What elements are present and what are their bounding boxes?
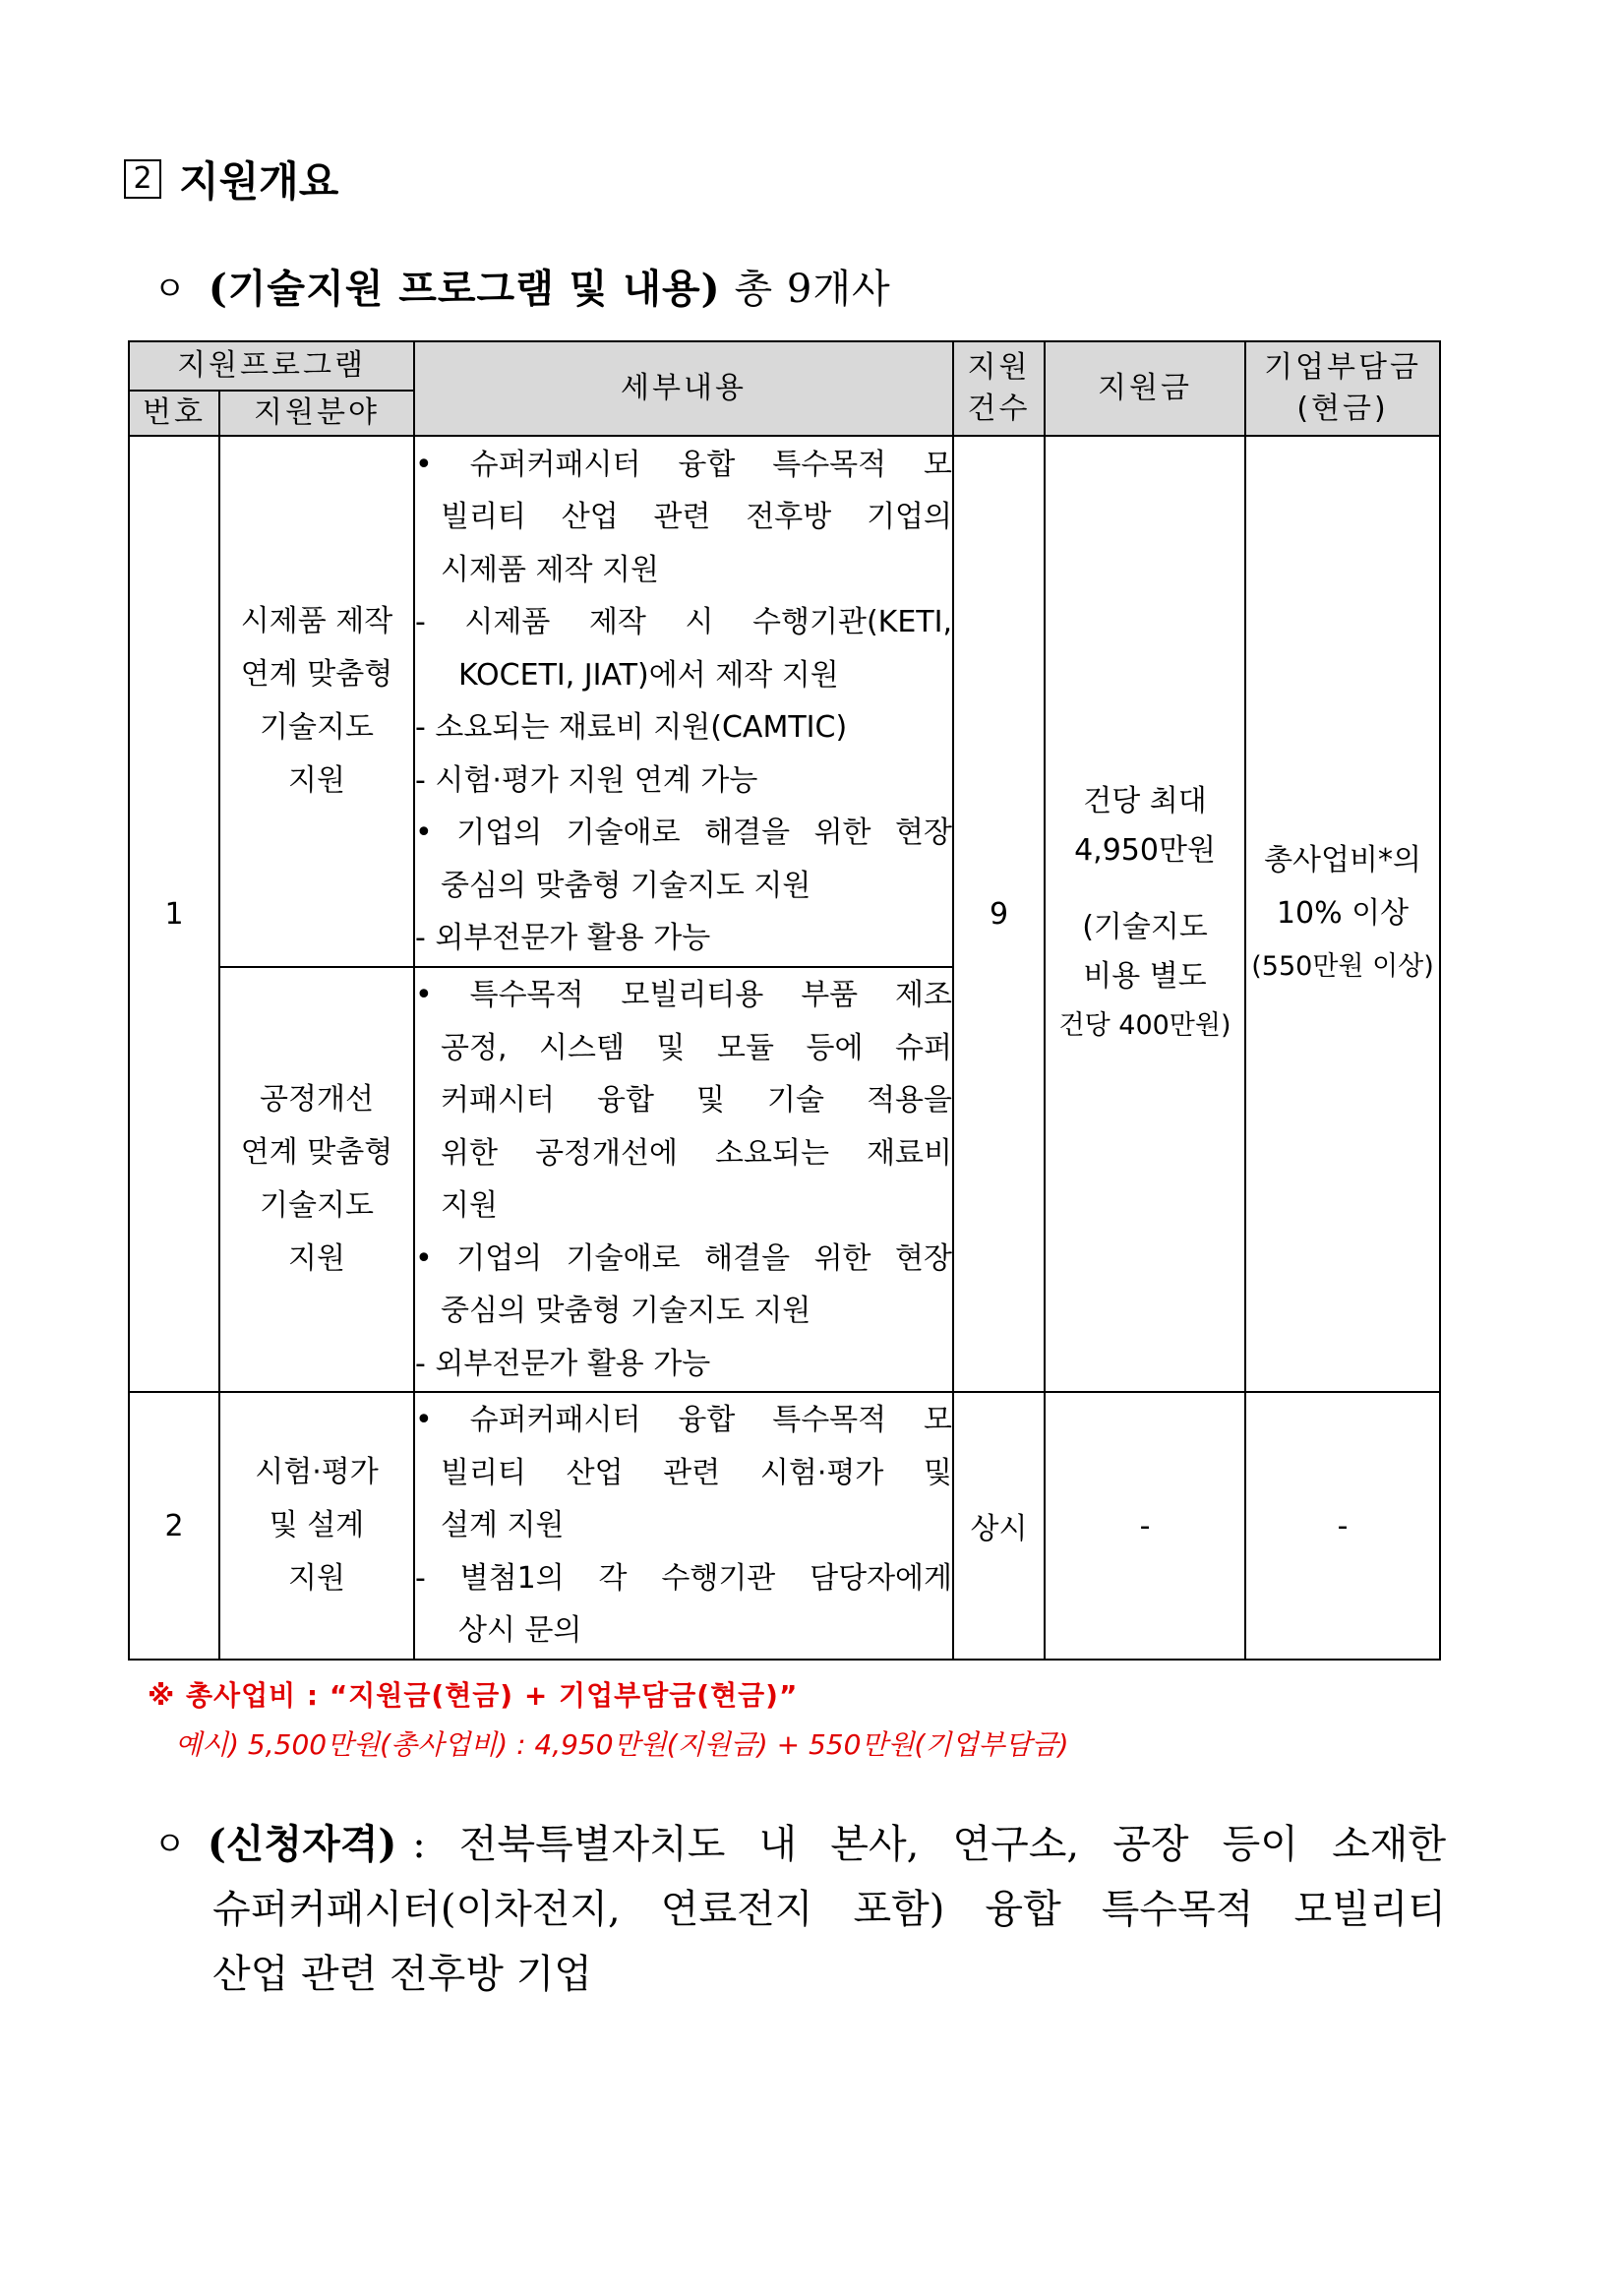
header-field: 지원분야: [219, 391, 414, 436]
header-burden: 기업부담금 (현금): [1245, 341, 1440, 436]
row-amount: 건당 최대 4,950만원 (기술지도 비용 별도 건당 400만원): [1045, 436, 1245, 1392]
header-detail: 세부내용: [414, 341, 953, 436]
row-field: 공정개선 연계 맞춤형 기술지도 지원: [219, 967, 414, 1392]
section-heading: [124, 150, 338, 209]
section-title: 지원개요: [179, 157, 339, 206]
row-count: 상시: [953, 1392, 1045, 1660]
eligibility-line: [153, 1812, 1446, 1877]
eligibility-paragraph: [153, 1812, 1446, 2007]
section-number: 2: [124, 159, 161, 199]
note-total-cost: ※ 총사업비 : “지원금(현금) + 기업부담금(현금)”: [148, 1679, 799, 1712]
header-no: 번호: [129, 391, 219, 436]
header-program: 지원프로그램: [129, 341, 414, 391]
note-example: 예시) 5,500만원(총사업비) : 4,950만원(지원금) + 550만원(기업부담금): [175, 1728, 1069, 1761]
row-detail: • 슈퍼커패시터 융합 특수목적 모 빌리티 산업 관련 시험·평가 및 설계 지원 - 별첨1의 각 수행기관 담당자에게 상시 문의: [414, 1392, 953, 1660]
row-count: 9: [953, 436, 1045, 1392]
circle-bullet-icon: ㅇ: [153, 1825, 186, 1864]
eligibility-line: 슈퍼커패시터(이차전지, 연료전지 포함) 융합 특수목적 모빌리티: [212, 1887, 1446, 1932]
table-row: [129, 1392, 1440, 1660]
program-subheading: [153, 258, 891, 314]
row-detail: • 슈퍼커패시터 융합 특수목적 모 빌리티 산업 관련 전후방 기업의 시제품 제작 지원 - 시제품 제작 시 수행기관(KETI, KOCETI, JIAT)에서 제작 지원 - 소요되는 재료비 지원(CAMTIC) - 시험·평가 지원 연계 가능 • 기업의 기술애로 해결을 위한 현장 중심의 맞춤형 기술지도 지원 - 외부전문가 활용 가능: [414, 436, 953, 967]
row-burden: -: [1245, 1392, 1440, 1660]
eligibility-label: (신청자격): [207, 1821, 397, 1867]
table-row: [129, 436, 1440, 967]
row-number: 2: [129, 1392, 219, 1660]
eligibility-line: 산업 관련 전후방 기업: [212, 1952, 592, 1997]
row-burden: 총사업비*의 10% 이상 (550만원 이상): [1245, 436, 1440, 1392]
row-number: 1: [129, 436, 219, 1392]
subheading-label: (기술지원 프로그램 및 내용): [208, 266, 721, 312]
row-field: 시제품 제작 연계 맞춤형 기술지도 지원: [219, 436, 414, 967]
header-count: 지원 건수: [953, 341, 1045, 436]
eligibility-text: : 전북특별자치도 내 본사, 연구소, 공장 등이 소재한: [412, 1822, 1446, 1867]
row-amount: -: [1045, 1392, 1245, 1660]
support-program-table: [128, 340, 1441, 1661]
subheading-count: 총 9개사: [734, 267, 891, 312]
row-field: 시험·평가 및 설계 지원: [219, 1392, 414, 1660]
circle-bullet-icon: ㅇ: [153, 270, 187, 309]
row-detail: • 특수목적 모빌리티용 부품 제조 공정, 시스템 및 모듈 등에 슈퍼 커패시터 융합 및 기술 적용을 위한 공정개선에 소요되는 재료비 지원 • 기업의 기술애로 해결을 위한 현장 중심의 맞춤형 기술지도 지원 - 외부전문가 활용 가능: [414, 967, 953, 1392]
table-header-row: [129, 341, 1440, 391]
header-amount: 지원금: [1045, 341, 1245, 436]
